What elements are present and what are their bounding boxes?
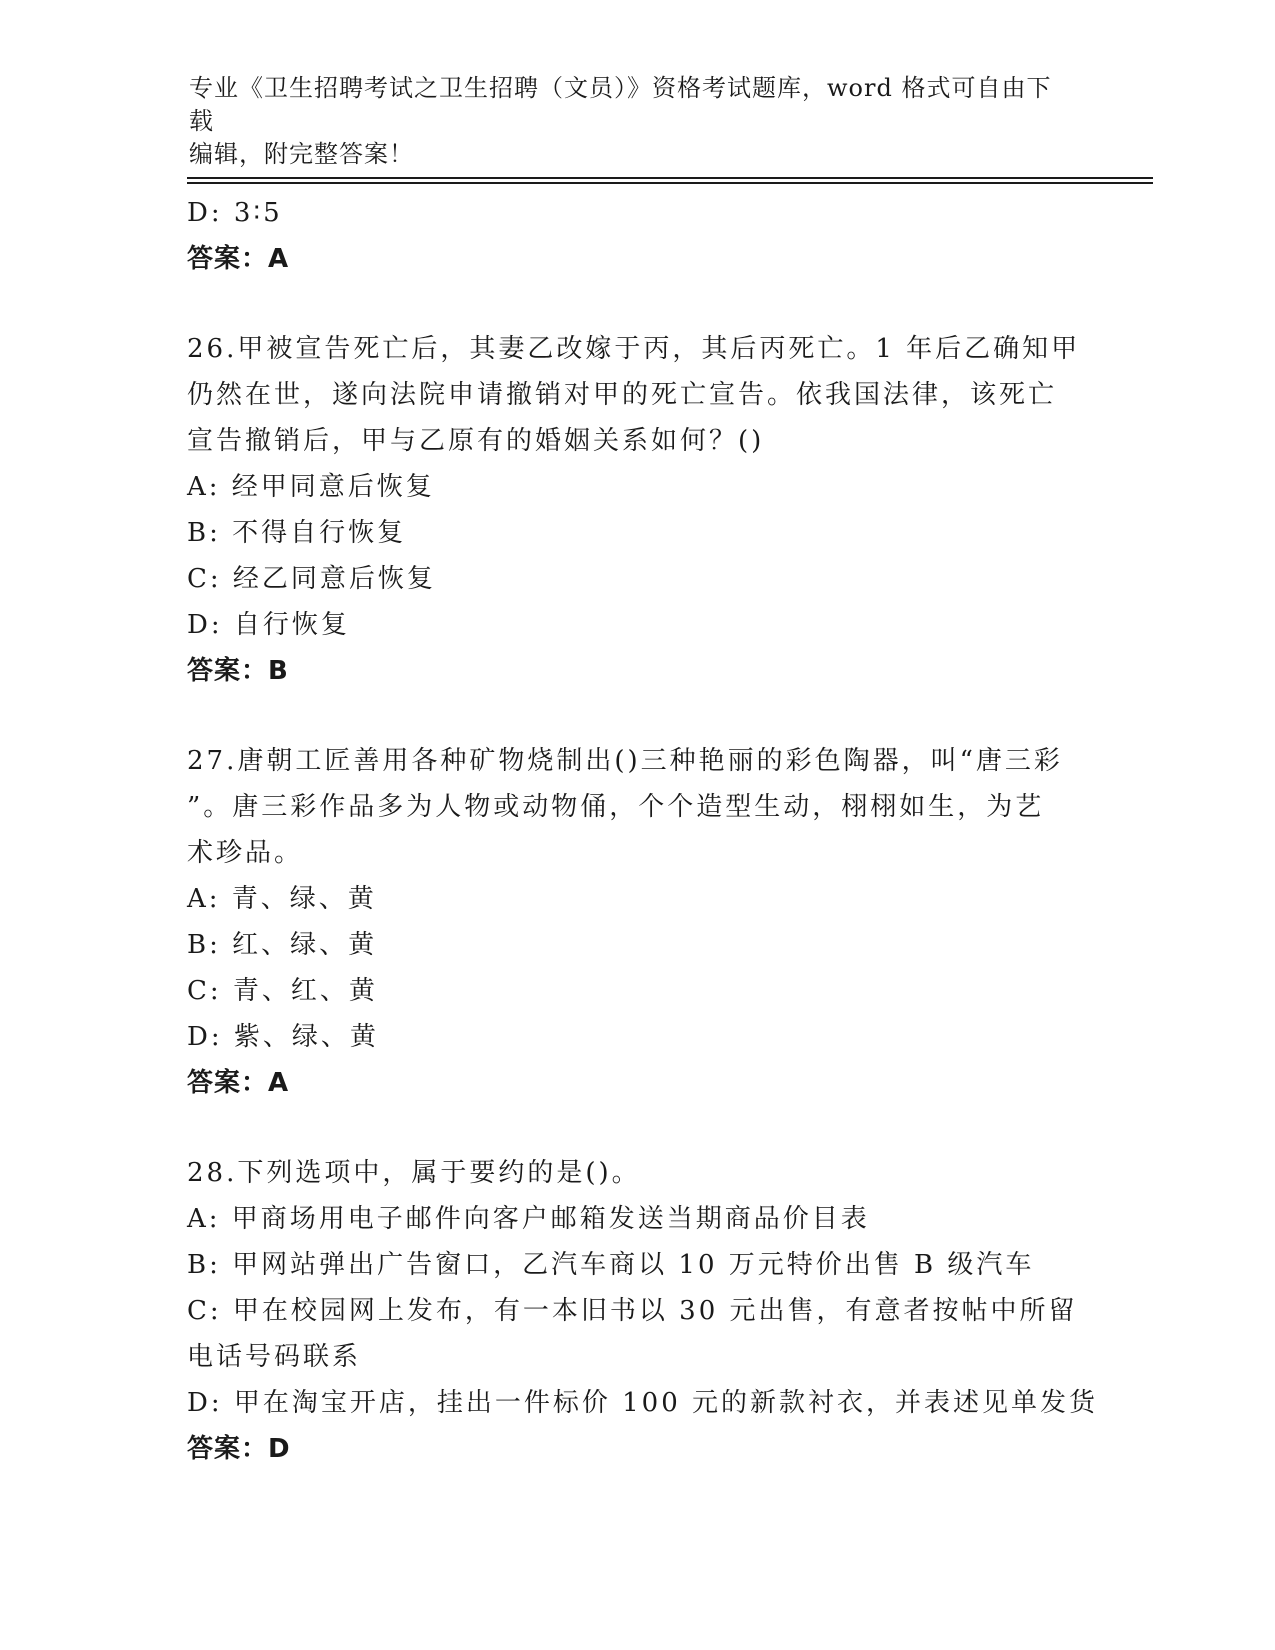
question-28 [187, 1150, 1099, 1472]
question-stem-line: 宣告撤销后，甲与乙原有的婚姻关系如何？() [187, 426, 765, 456]
option-a: A: 青、绿、黄 [187, 884, 377, 914]
answer-line: 答案：A [187, 244, 290, 274]
page-header [189, 72, 1069, 171]
option-c: C: 经乙同意后恢复 [187, 564, 436, 594]
option-a: A: 经甲同意后恢复 [187, 472, 435, 502]
option-d: D: 自行恢复 [187, 610, 350, 640]
option-b: B: 不得自行恢复 [187, 518, 407, 548]
question-stem-line: ”。唐三彩作品多为人物或动物俑，个个造型生动，栩栩如生，为艺 [187, 792, 1045, 822]
option-d: D: 紫、绿、黄 [187, 1022, 379, 1052]
header-line-2: 编辑，附完整答案！ [189, 140, 414, 168]
question-27 [187, 738, 1087, 1106]
question-stem-line: 仍然在世，遂向法院申请撤销对甲的死亡宣告。依我国法律，该死亡 [187, 380, 1058, 410]
question-stem-line: 27.唐朝工匠善用各种矿物烧制出()三种艳丽的彩色陶器，叫“唐三彩 [187, 746, 1063, 776]
header-divider-top [187, 177, 1153, 179]
question-stem-line: 26.甲被宣告死亡后，其妻乙改嫁于丙，其后丙死亡。1 年后乙确知甲 [187, 334, 1081, 364]
option-d: D: 甲在淘宝开店，挂出一件标价 100 元的新款衬衣，并表述见单发货 [187, 1388, 1099, 1418]
option-d: D: 3∶5 [187, 198, 283, 228]
option-c: C: 青、红、黄 [187, 976, 378, 1006]
question-stem-line: 术珍品。 [187, 838, 304, 868]
answer-line: 答案：A [187, 1068, 290, 1098]
question-26 [187, 326, 1087, 694]
answer-line: 答案：D [187, 1434, 291, 1464]
spacer [187, 282, 1087, 326]
spacer [187, 694, 1087, 738]
option-b: B: 甲网站弹出广告窗口，乙汽车商以 10 万元特价出售 B 级汽车 [187, 1250, 1035, 1280]
spacer [187, 1106, 1087, 1150]
option-c: C: 甲在校园网上发布，有一本旧书以 30 元出售，有意者按帖中所留 [187, 1296, 1078, 1326]
answer-line: 答案：B [187, 656, 289, 686]
option-b: B: 红、绿、黄 [187, 930, 378, 960]
previous-question-tail [187, 190, 1087, 282]
question-content [187, 190, 1099, 1472]
option-c-continued: 电话号码联系 [187, 1342, 362, 1372]
question-stem-line: 28.下列选项中，属于要约的是()。 [187, 1158, 641, 1188]
header-line-1: 专业《卫生招聘考试之卫生招聘（文员）》资格考试题库，word 格式可自由下载 [189, 74, 1052, 135]
header-divider-bottom [187, 182, 1153, 184]
option-a: A: 甲商场用电子邮件向客户邮箱发送当期商品价目表 [187, 1204, 870, 1234]
